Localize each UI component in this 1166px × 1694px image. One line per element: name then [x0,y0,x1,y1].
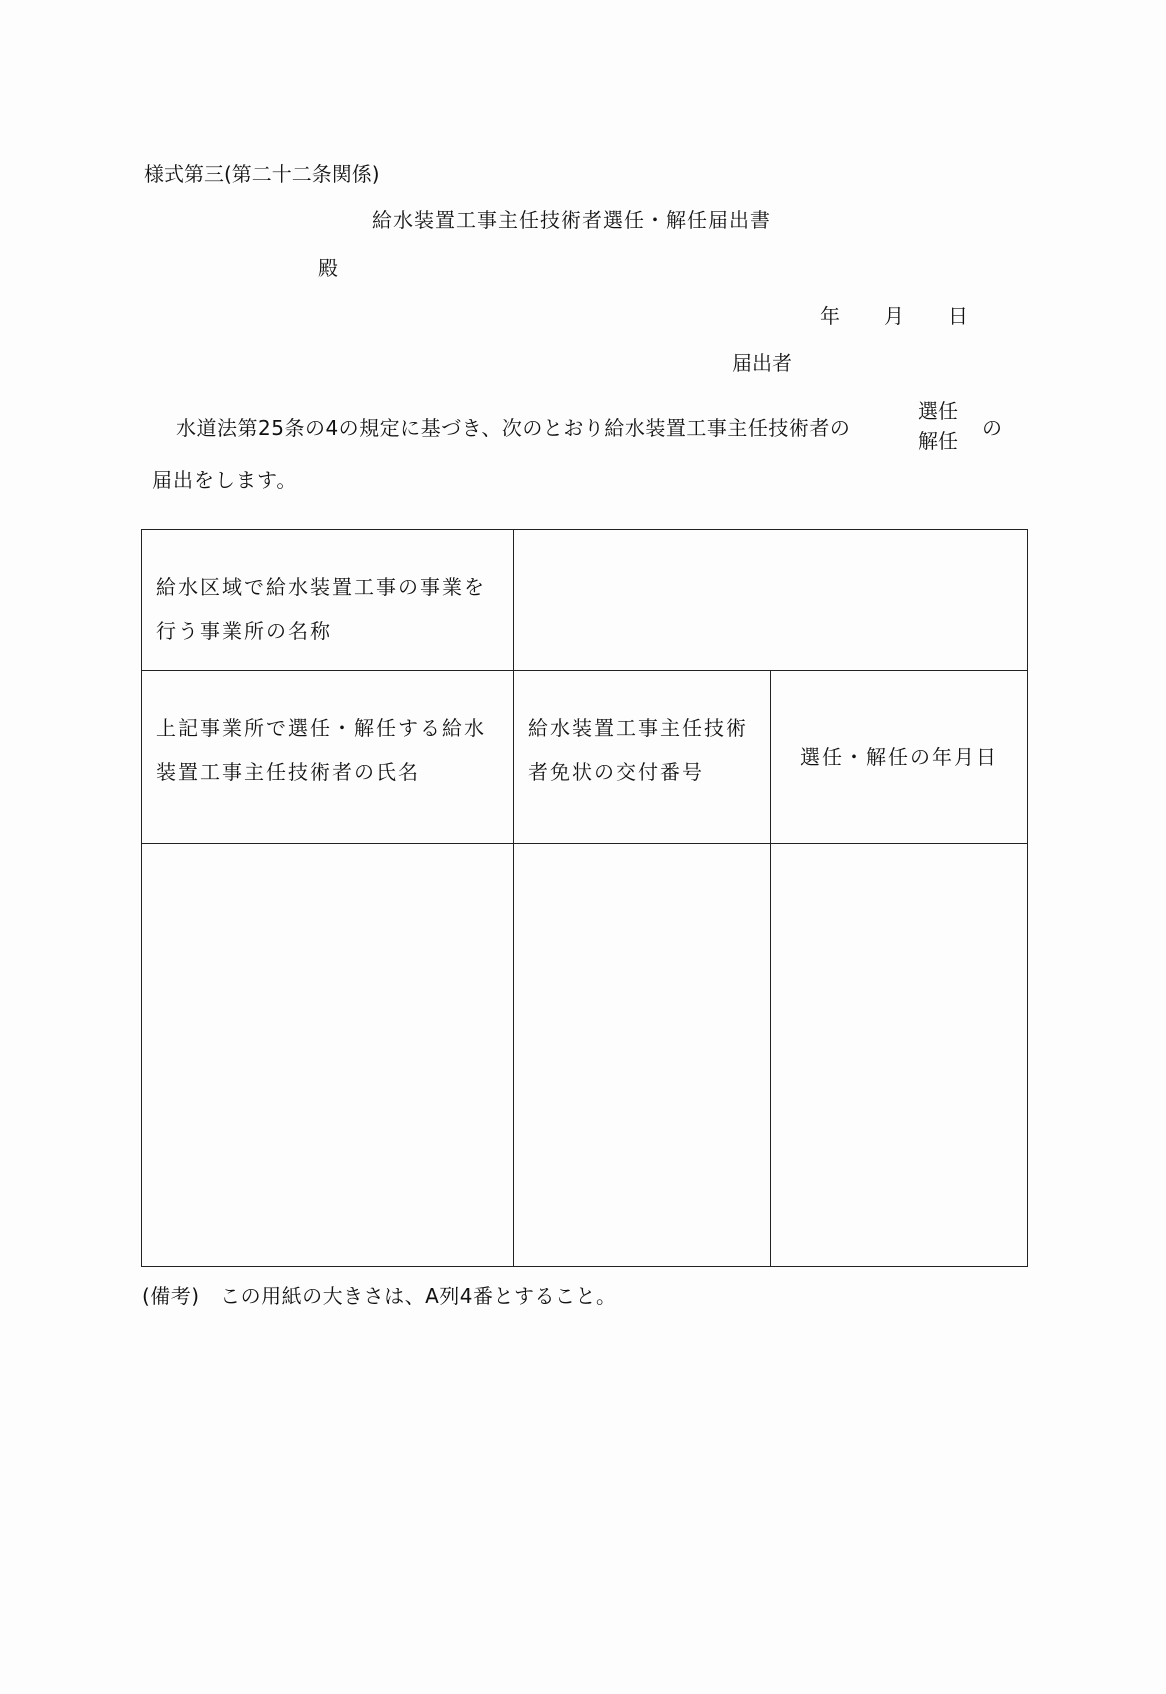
engineer-name-header-cell [142,671,514,844]
form-id: 様式第三(第二十二条関係) [144,162,380,186]
license-number-entry-cell[interactable] [514,844,771,1267]
date-label: 選任・解任の年月日 [800,745,998,769]
date-line [820,300,968,329]
choice-dismiss: 解任 [918,429,958,453]
license-number-label: 給水装置工事主任技術者免状の交付番号 [528,716,748,784]
choice-appoint: 選任 [918,399,958,423]
office-name-label: 給水区域で給水装置工事の事業を行う事業所の名称 [156,575,486,643]
office-row [142,530,1028,671]
choice-suffix: の [982,416,1002,440]
office-name-label-cell [142,530,514,671]
office-name-value-cell[interactable] [514,530,1028,671]
engineer-name-entry-cell[interactable] [142,844,514,1267]
notification-table [141,529,1028,1267]
engineer-name-label: 上記事業所で選任・解任する給水装置工事主任技術者の氏名 [156,716,486,784]
date-header-cell [771,671,1028,844]
body-text-line1: 水道法第25条の4の規定に基づき、次のとおり給水装置工事主任技術者の [176,416,851,440]
notifier-label: 届出者 [732,351,792,375]
license-number-header-cell [514,671,771,844]
date-month: 月 [884,304,904,328]
entry-row [142,844,1028,1267]
appointment-choice [918,396,958,456]
date-day: 日 [948,304,968,328]
body-text-line2: 届出をします。 [152,468,298,492]
document-title: 給水装置工事主任技術者選任・解任届出書 [372,208,771,232]
footer-note: (備考) この用紙の大きさは、A列4番とすること。 [142,1284,617,1308]
addressee-suffix: 殿 [318,256,338,280]
date-year: 年 [820,304,840,328]
date-entry-cell[interactable] [771,844,1028,1267]
header-row [142,671,1028,844]
